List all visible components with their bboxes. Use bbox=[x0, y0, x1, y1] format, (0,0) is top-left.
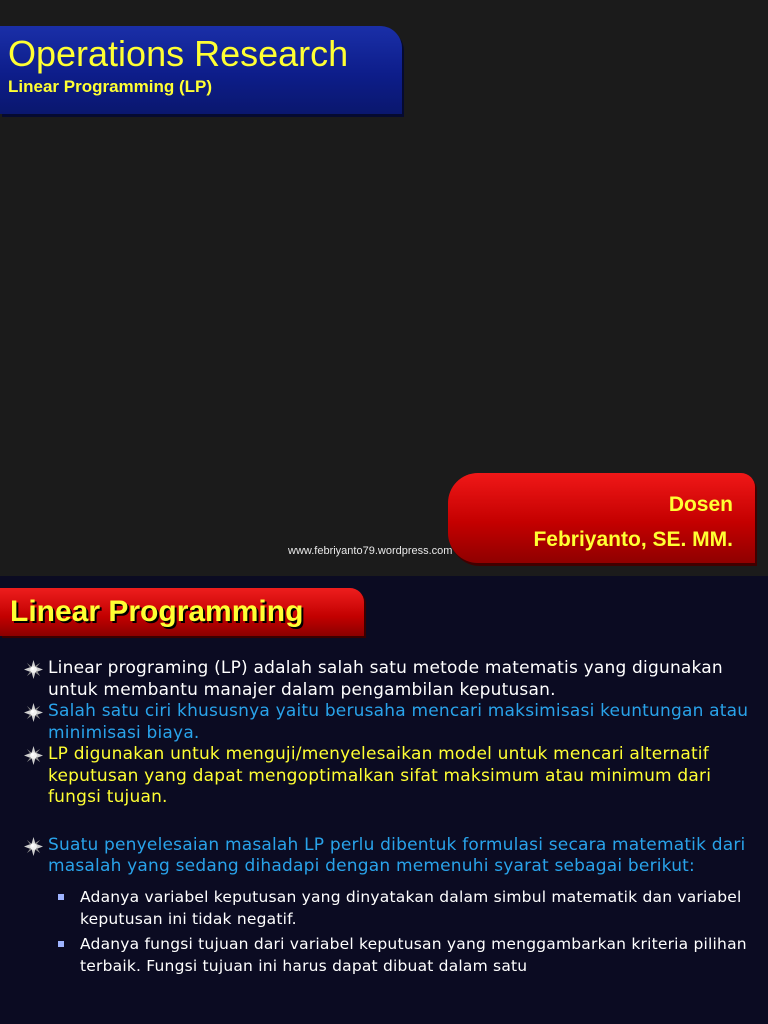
author-box bbox=[448, 473, 755, 563]
bullet-item bbox=[24, 658, 754, 701]
square-bullet-icon bbox=[58, 941, 64, 947]
bullet-text: Linear programing (LP) adalah salah satu metode matematis yang digunakan untuk membantu manajer dalam pengambilan keputusan. bbox=[48, 658, 723, 700]
slide-title: Operations Research bbox=[8, 33, 349, 74]
sub-bullet-list bbox=[48, 886, 754, 977]
square-bullet-icon bbox=[58, 894, 64, 900]
author-name: Febriyanto, SE. MM. bbox=[533, 528, 733, 551]
sparkle-bullet-icon bbox=[24, 837, 43, 856]
sub-bullet-item bbox=[48, 933, 754, 977]
bullet-list bbox=[24, 658, 754, 980]
sparkle-bullet-icon bbox=[24, 660, 43, 679]
bullet-text: Suatu penyelesaian masalah LP perlu dibentuk formulasi secara matematik dari masalah yang sedang dihadapi dengan memenuhi syarat sebagai berikut: bbox=[48, 834, 746, 876]
bullet-item bbox=[24, 744, 754, 809]
bullet-item bbox=[24, 701, 754, 744]
content-slide bbox=[0, 576, 768, 1024]
bullet-text: LP digunakan untuk menguji/menyelesaikan model untuk mencari alternatif keputusan yang dapat mengoptimalkan sifat maksimum atau minimum dari fungsi tujuan. bbox=[48, 744, 712, 807]
bullet-item bbox=[24, 835, 754, 977]
sub-bullet-text: Adanya variabel keputusan yang dinyatakan dalam simbul matematik dan variabel keputusan ini tidak negatif. bbox=[80, 887, 742, 928]
sub-bullet-text: Adanya fungsi tujuan dari variabel keputusan yang menggambarkan kriteria pilihan terbaik. Fungsi tujuan ini harus dapat dibuat dalam satu bbox=[80, 934, 747, 975]
slide-heading: Linear Programming bbox=[10, 595, 304, 628]
bullet-text: Salah satu ciri khususnya yaitu berusaha mencari maksimisasi keuntungan atau minimisasi biaya. bbox=[48, 701, 749, 743]
slide-subtitle: Linear Programming (LP) bbox=[8, 77, 213, 96]
author-label: Dosen bbox=[668, 493, 733, 516]
sub-bullet-item bbox=[48, 886, 754, 930]
sparkle-bullet-icon bbox=[24, 703, 43, 722]
title-banner bbox=[0, 26, 402, 114]
heading-banner bbox=[0, 588, 364, 636]
website-url: www.febriyanto79.wordpress.com bbox=[288, 545, 453, 557]
sparkle-bullet-icon bbox=[24, 746, 43, 765]
